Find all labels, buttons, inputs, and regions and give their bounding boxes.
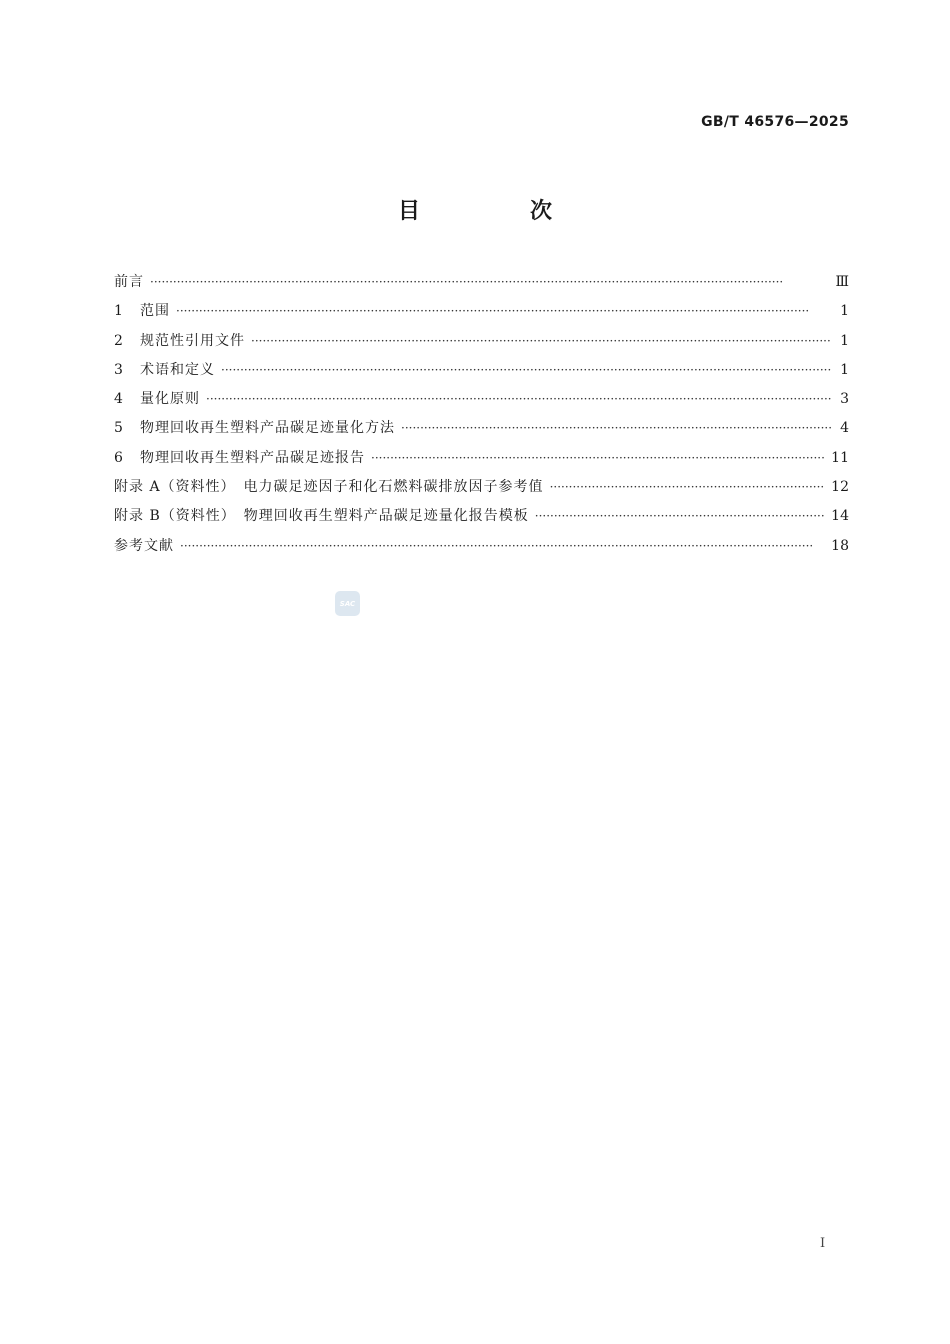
toc-entry-3[interactable] bbox=[114, 356, 849, 385]
toc-entry-number: 2 bbox=[114, 332, 123, 349]
toc-entry-label: 参考文献 bbox=[114, 537, 174, 554]
toc-entry-page: 4 bbox=[840, 420, 849, 437]
toc-entry-page: 18 bbox=[831, 537, 849, 554]
toc-entry-label: 物理回收再生塑料产品碳足迹量化方法 bbox=[140, 420, 395, 437]
toc-entry-5[interactable] bbox=[114, 414, 849, 443]
toc-entry-page: 3 bbox=[840, 391, 849, 408]
toc-entry-label: 规范性引用文件 bbox=[140, 332, 245, 349]
toc-entry-label: 物理回收再生塑料产品碳足迹报告 bbox=[140, 449, 365, 466]
toc-entry-page: 14 bbox=[831, 508, 849, 525]
toc-entry-page: 1 bbox=[840, 332, 849, 349]
toc-leader-dots bbox=[251, 327, 831, 356]
toc-entry-page: 1 bbox=[840, 303, 849, 320]
toc-entry-label: 量化原则 bbox=[140, 391, 200, 408]
toc-entry-appendix-a[interactable] bbox=[114, 473, 849, 502]
toc-entry-number: 5 bbox=[114, 420, 123, 437]
toc-entry-number: 3 bbox=[114, 361, 123, 378]
toc-entry-label: 范围 bbox=[140, 303, 170, 320]
toc-entry-label: 术语和定义 bbox=[140, 361, 215, 378]
toc-entry-1[interactable] bbox=[114, 297, 849, 326]
toc-entry-6[interactable] bbox=[114, 444, 849, 473]
toc-entry-label: 附录 A（资料性） 电力碳足迹因子和化石燃料碳排放因子参考值 bbox=[114, 479, 544, 496]
toc-leader-dots bbox=[221, 356, 831, 385]
toc-entry-4[interactable] bbox=[114, 385, 849, 414]
toc-leader-dots bbox=[550, 473, 826, 502]
toc-title: 目 次 bbox=[397, 199, 596, 224]
toc-leader-dots bbox=[535, 502, 825, 531]
toc-entry-number: 4 bbox=[114, 391, 123, 408]
toc-leader-dots bbox=[180, 532, 825, 561]
toc-entry-page: 1 bbox=[840, 361, 849, 378]
toc-entry-foreword[interactable] bbox=[114, 268, 849, 297]
toc-entry-page: Ⅲ bbox=[835, 274, 849, 290]
toc-entry-label: 前言 bbox=[114, 274, 144, 290]
toc-leader-dots bbox=[150, 268, 829, 297]
toc-entry-2[interactable] bbox=[114, 327, 849, 356]
toc-entry-references[interactable] bbox=[114, 532, 849, 561]
toc-entry-label: 附录 B（资料性） 物理回收再生塑料产品碳足迹量化报告模板 bbox=[114, 508, 529, 525]
toc-leader-dots bbox=[176, 297, 831, 326]
toc-entry-number: 1 bbox=[114, 303, 123, 320]
toc-leader-dots bbox=[401, 414, 831, 443]
table-of-contents bbox=[114, 268, 849, 561]
sac-watermark-logo: SAC bbox=[335, 591, 360, 616]
toc-leader-dots bbox=[371, 444, 825, 473]
toc-entry-page: 11 bbox=[831, 449, 849, 466]
toc-leader-dots bbox=[206, 385, 831, 414]
standard-number: GB/T 46576—2025 bbox=[701, 114, 849, 130]
toc-entry-page: 12 bbox=[831, 479, 849, 496]
toc-entry-appendix-b[interactable] bbox=[114, 502, 849, 531]
toc-entry-number: 6 bbox=[114, 449, 123, 466]
page-number: I bbox=[820, 1236, 826, 1251]
